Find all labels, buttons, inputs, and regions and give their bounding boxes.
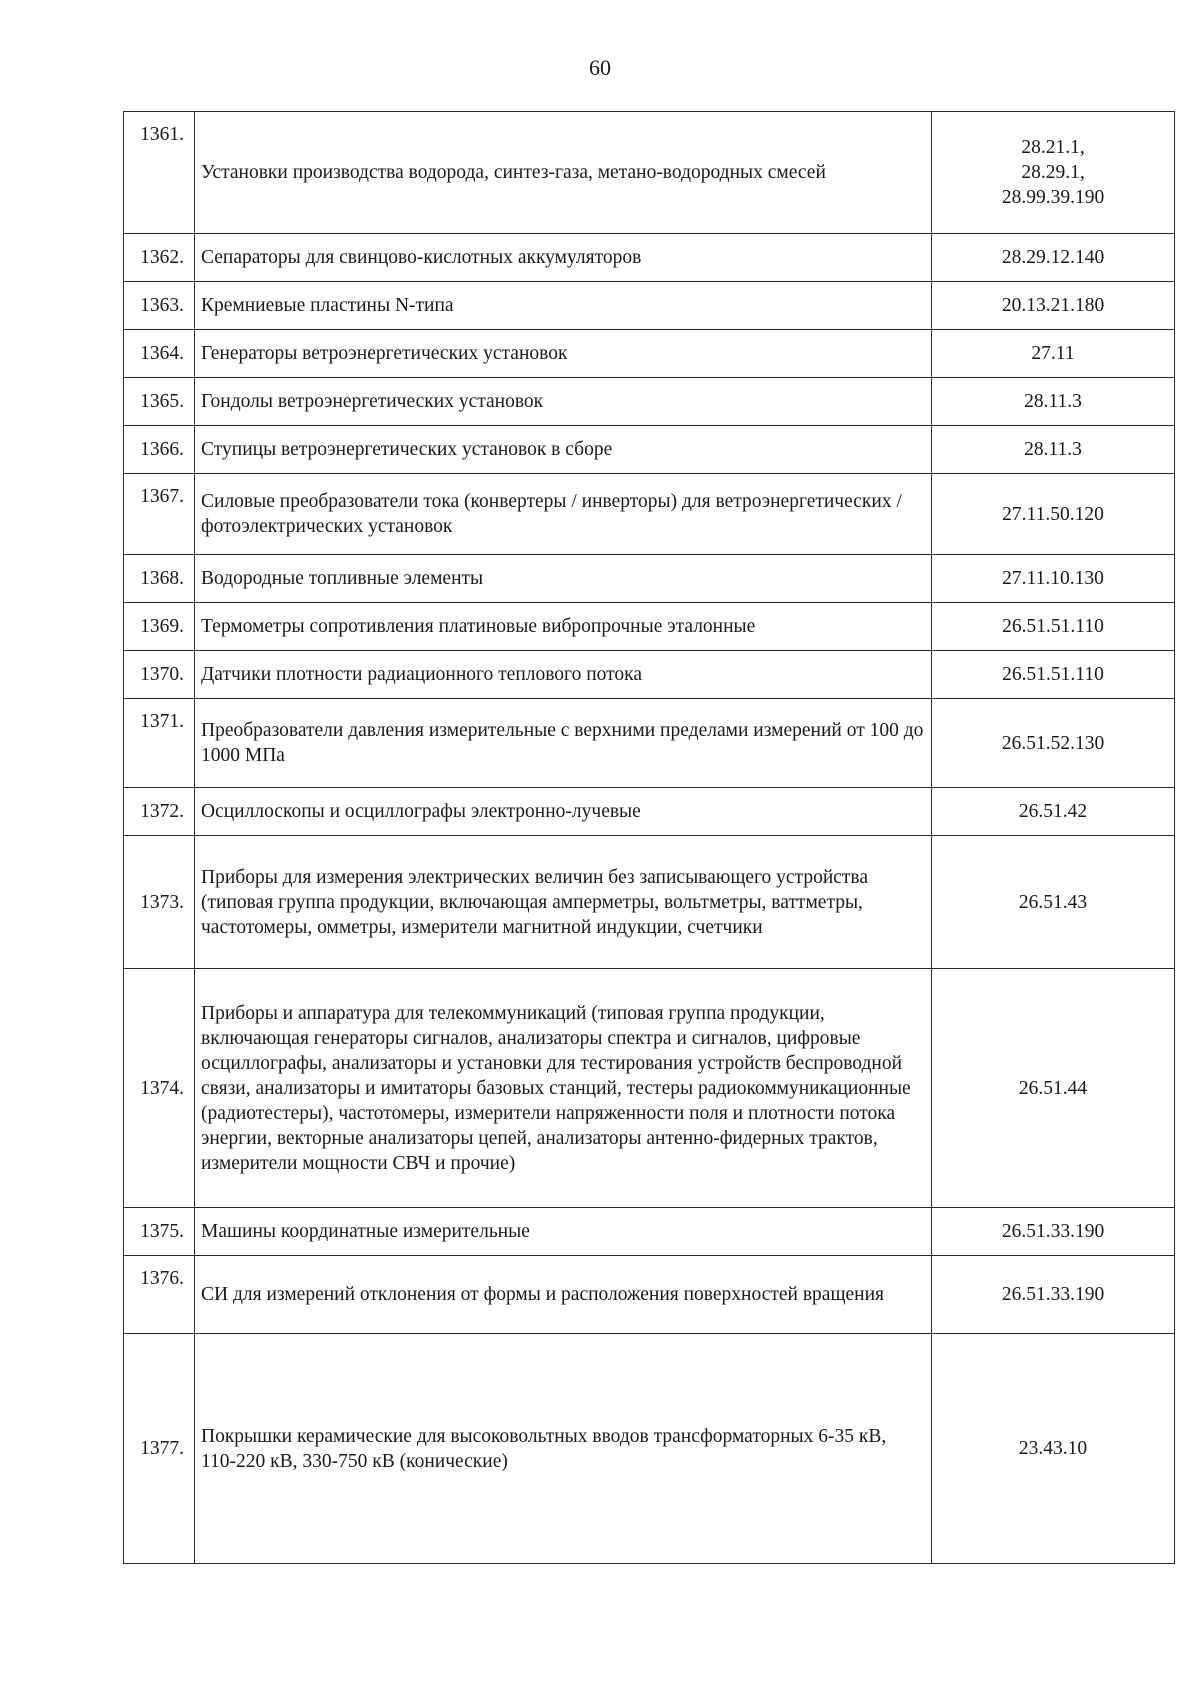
table-row	[124, 426, 1175, 474]
row-description: Приборы и аппаратура для телекоммуникаций (типовая группа продукции, включающая генераторы сигналов, анализаторы спектра и сигналов, цифровые осциллографы, анализаторы и установки для тестирования устройств беспроводной связи, анализаторы и имитаторы базовых станций, тестеры радиокоммуникационные (радиотестеры), частотомеры, измерители напряженности поля и плотности потока энергии, векторные анализаторы цепей, анализаторы антенно-фидерных трактов, измерители мощности СВЧ и прочие)	[195, 969, 932, 1208]
row-code: 26.51.42	[932, 788, 1175, 836]
table-row	[124, 1334, 1175, 1564]
row-number: 1364.	[124, 330, 195, 378]
row-number: 1375.	[124, 1208, 195, 1256]
row-number: 1370.	[124, 651, 195, 699]
row-number: 1365.	[124, 378, 195, 426]
code-line: 28.29.1,	[1021, 162, 1085, 183]
row-number: 1366.	[124, 426, 195, 474]
row-number: 1373.	[124, 836, 195, 969]
page-number: 60	[589, 55, 611, 80]
table-row	[124, 234, 1175, 282]
row-code: 26.51.51.110	[932, 603, 1175, 651]
row-code: 28.11.3	[932, 378, 1175, 426]
row-description: Гондолы ветроэнергетических установок	[195, 378, 932, 426]
row-description: СИ для измерений отклонения от формы и расположения поверхностей вращения	[195, 1256, 932, 1334]
table-row	[124, 112, 1175, 234]
table-row	[124, 651, 1175, 699]
row-code: 27.11.10.130	[932, 555, 1175, 603]
table-row	[124, 836, 1175, 969]
code-line: 28.99.39.190	[1001, 187, 1105, 208]
table-row	[124, 969, 1175, 1208]
row-description: Термометры сопротивления платиновые вибропрочные эталонные	[195, 603, 932, 651]
row-code: 23.43.10	[932, 1334, 1175, 1564]
row-description: Установки производства водорода, синтез-газа, метано-водородных смесей	[195, 112, 932, 234]
row-description: Генераторы ветроэнергетических установок	[195, 330, 932, 378]
code-line: 28.21.1,	[1021, 137, 1085, 158]
row-number: 1361.	[124, 112, 195, 234]
row-code: 26.51.51.110	[932, 651, 1175, 699]
row-description: Осциллоскопы и осциллографы электронно-лучевые	[195, 788, 932, 836]
row-description: Машины координатные измерительные	[195, 1208, 932, 1256]
row-number: 1372.	[124, 788, 195, 836]
row-description: Преобразователи давления измерительные с верхними пределами измерений от 100 до 1000 МПа	[195, 699, 932, 788]
row-number: 1363.	[124, 282, 195, 330]
row-code: 28.29.12.140	[932, 234, 1175, 282]
row-description: Покрышки керамические для высоковольтных вводов трансформаторных 6-35 кВ, 110-220 кВ, 330-750 кВ (конические)	[195, 1334, 932, 1564]
row-code	[932, 112, 1175, 234]
row-code: 26.51.33.190	[932, 1208, 1175, 1256]
row-number: 1367.	[124, 474, 195, 555]
row-code: 27.11.50.120	[932, 474, 1175, 555]
table-row	[124, 378, 1175, 426]
table-row	[124, 1208, 1175, 1256]
row-description: Кремниевые пластины N-типа	[195, 282, 932, 330]
row-code: 26.51.44	[932, 969, 1175, 1208]
table-row	[124, 330, 1175, 378]
table-row	[124, 555, 1175, 603]
row-code: 26.51.52.130	[932, 699, 1175, 788]
row-description: Сепараторы для свинцово-кислотных аккумуляторов	[195, 234, 932, 282]
row-description: Приборы для измерения электрических величин без записывающего устройства (типовая группа продукции, включающая амперметры, вольтметры, ваттметры, частотомеры, омметры, измерители магнитной индукции, счетчики	[195, 836, 932, 969]
row-code: 26.51.43	[932, 836, 1175, 969]
table-row	[124, 788, 1175, 836]
row-code: 26.51.33.190	[932, 1256, 1175, 1334]
row-code: 20.13.21.180	[932, 282, 1175, 330]
row-number: 1368.	[124, 555, 195, 603]
row-number: 1376.	[124, 1256, 195, 1334]
row-description: Ступицы ветроэнергетических установок в сборе	[195, 426, 932, 474]
row-description: Водородные топливные элементы	[195, 555, 932, 603]
row-description: Силовые преобразователи тока (конвертеры / инверторы) для ветроэнергетических / фотоэлектрических установок	[195, 474, 932, 555]
table-row	[124, 699, 1175, 788]
row-description: Датчики плотности радиационного теплового потока	[195, 651, 932, 699]
row-number: 1374.	[124, 969, 195, 1208]
products-table	[123, 111, 1175, 1564]
row-number: 1371.	[124, 699, 195, 788]
row-number: 1362.	[124, 234, 195, 282]
table-row	[124, 1256, 1175, 1334]
row-code: 27.11	[932, 330, 1175, 378]
row-code: 28.11.3	[932, 426, 1175, 474]
table-row	[124, 474, 1175, 555]
row-number: 1369.	[124, 603, 195, 651]
row-number: 1377.	[124, 1334, 195, 1564]
table-row	[124, 603, 1175, 651]
table-row	[124, 282, 1175, 330]
